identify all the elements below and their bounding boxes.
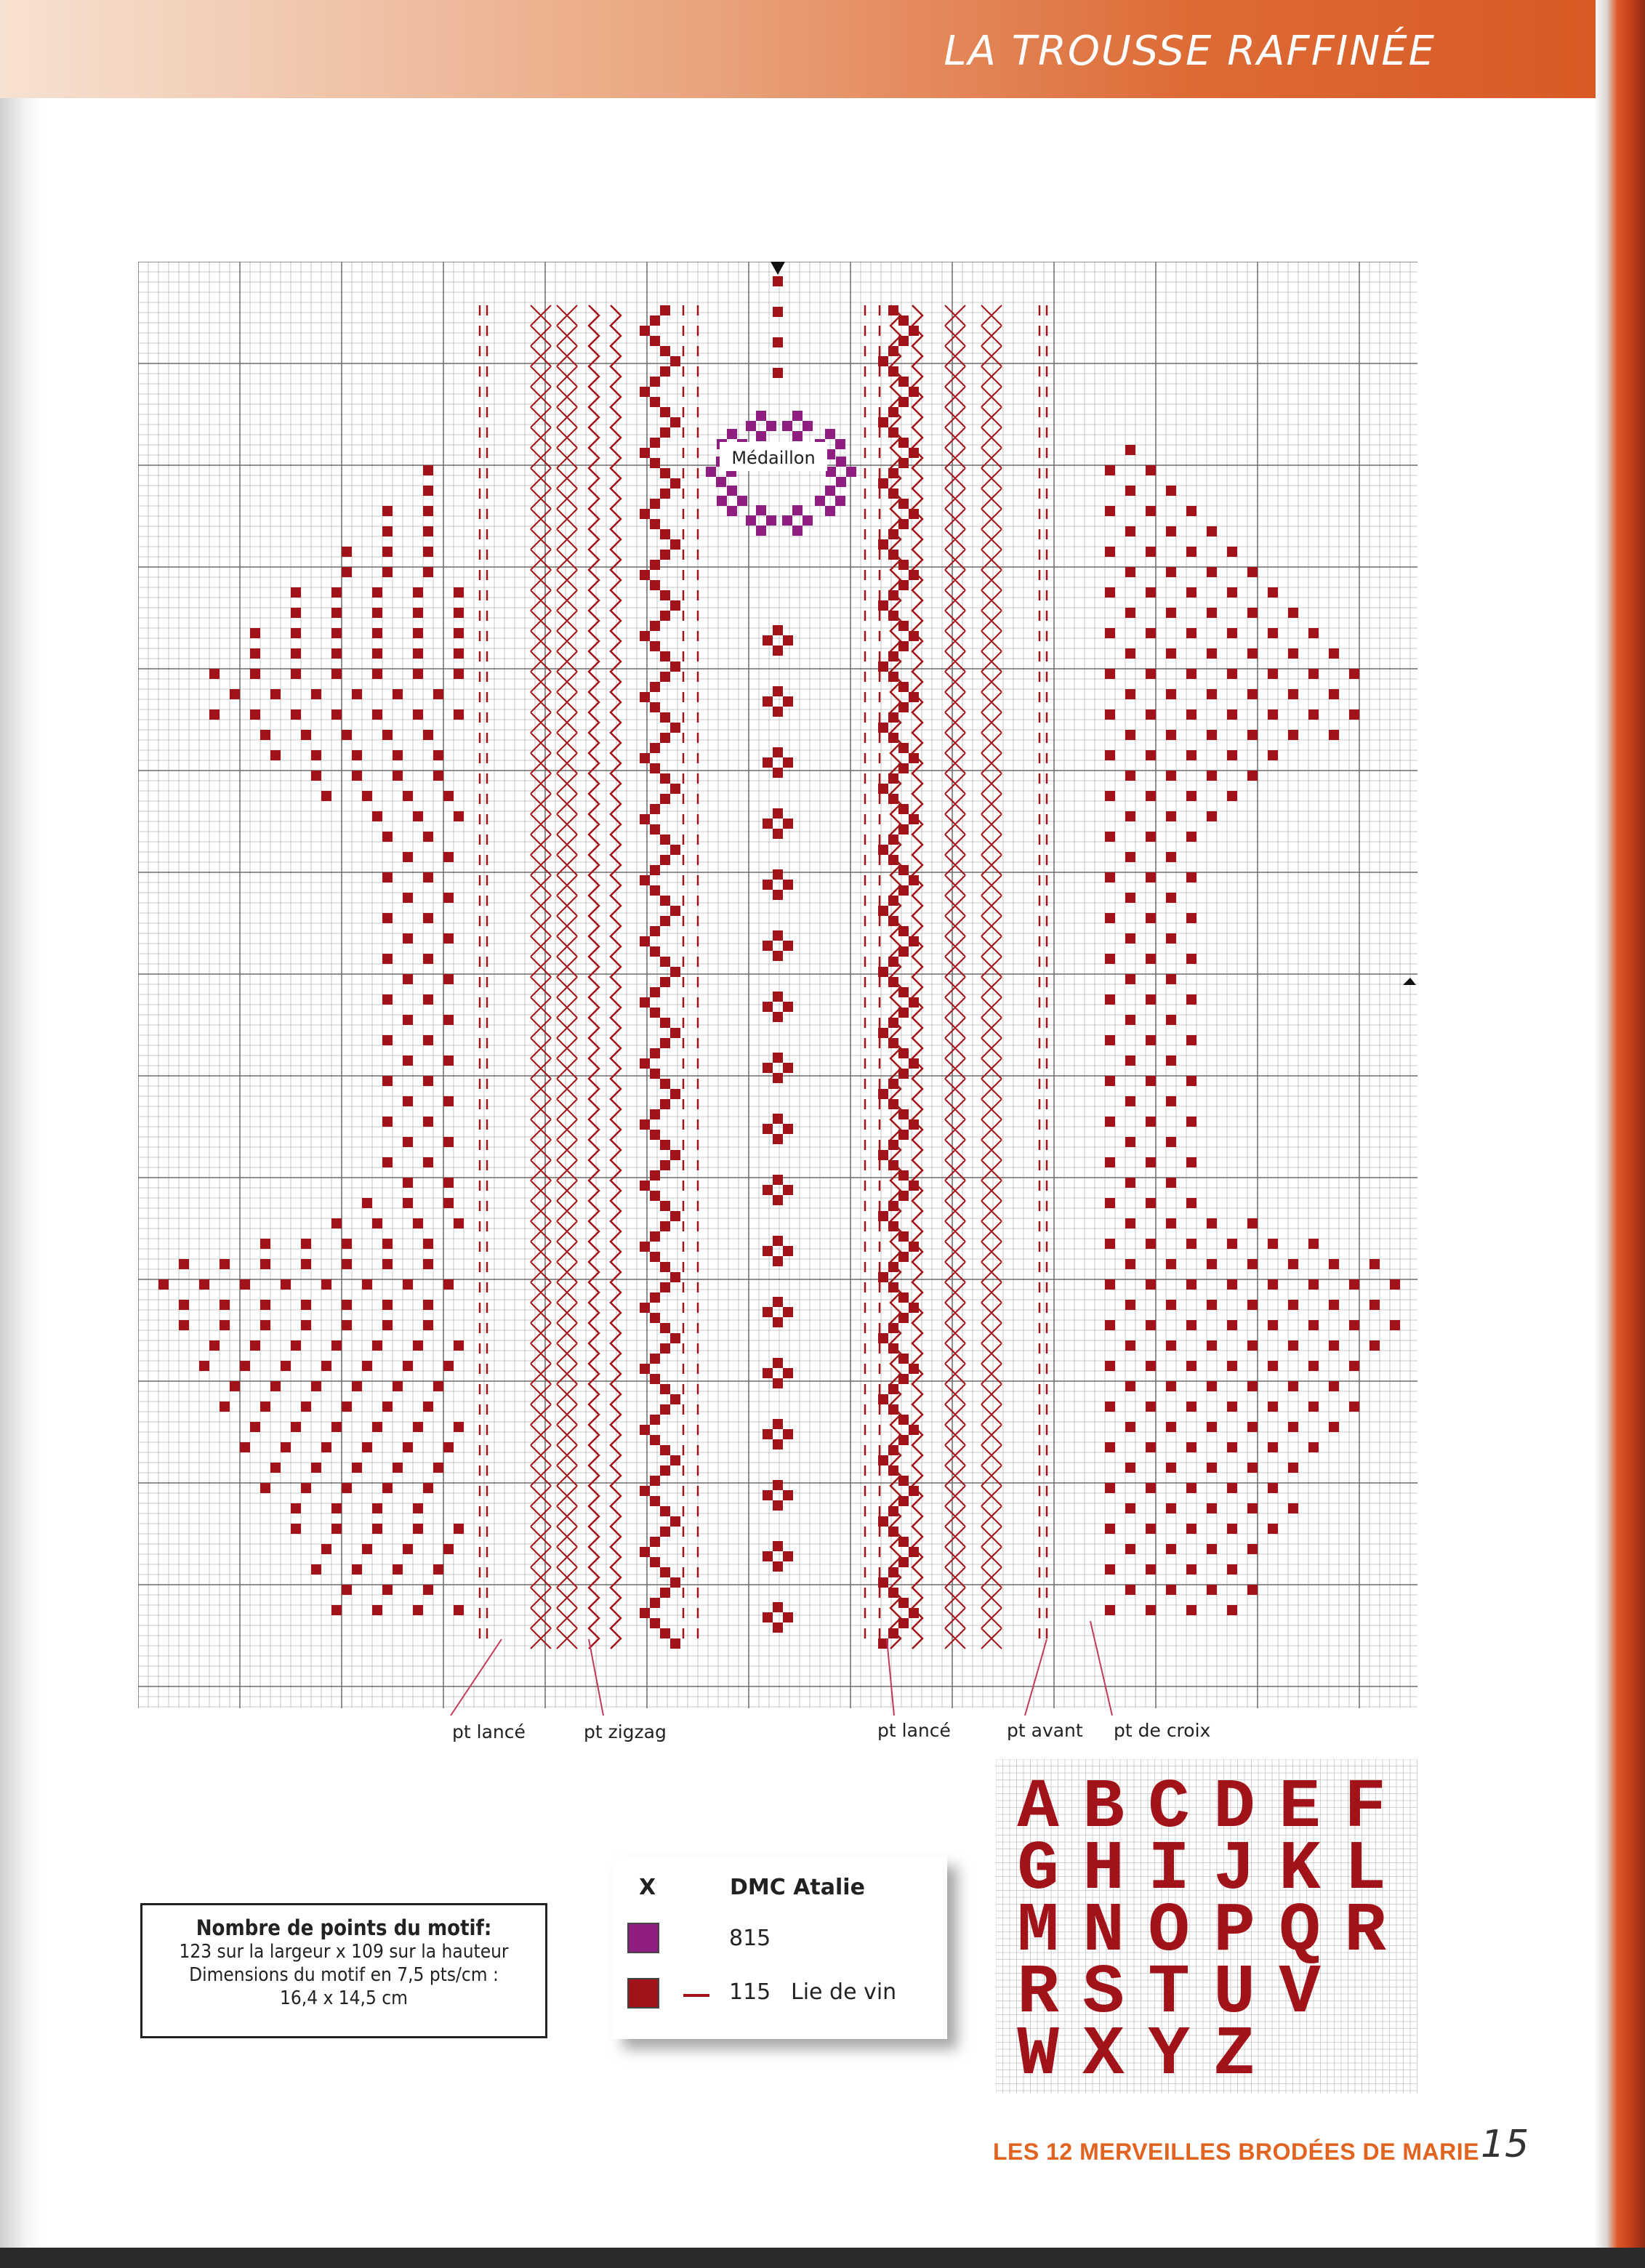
legend-code-1: 815 xyxy=(729,1926,771,1951)
legend-brand-header: DMC Atalie xyxy=(730,1875,865,1900)
alphabet-letter: V xyxy=(1279,1953,1321,2032)
alphabet-letter: E xyxy=(1279,1768,1321,1847)
alphabet-chart xyxy=(996,1759,1417,2094)
stitch-count-line-3: 16,4 x 14,5 cm xyxy=(280,1987,408,2009)
alphabet-letter: C xyxy=(1148,1768,1190,1847)
alphabet-letter: W xyxy=(1017,2015,1059,2094)
alphabet-letter: K xyxy=(1279,1830,1321,1909)
alphabet-letter: M xyxy=(1017,1891,1059,1971)
legend-symbol-header: X xyxy=(639,1875,656,1900)
alphabet-letter: N xyxy=(1082,1891,1125,1971)
alphabet-letter: B xyxy=(1082,1768,1125,1847)
swatch-purple xyxy=(627,1923,659,1953)
alphabet-letter: S xyxy=(1082,1953,1125,2032)
alphabet-letter: H xyxy=(1082,1830,1125,1909)
page-number: 15 xyxy=(1481,2123,1529,2166)
medallion-label: Médaillon xyxy=(731,448,816,468)
page-title: LA TROUSSE RAFFINÉE xyxy=(944,28,1436,75)
alphabet-letter: L xyxy=(1344,1830,1386,1909)
alphabet-letter: R xyxy=(1017,1953,1059,2032)
alphabet-letters xyxy=(1017,1768,1386,2094)
callout-leaders xyxy=(451,1621,1112,1716)
cross-stitch-chart xyxy=(138,262,1417,1716)
callout-pt-avant: pt avant xyxy=(1007,1720,1083,1741)
callout-pt-lance-left: pt lancé xyxy=(452,1721,526,1742)
alphabet-letter: O xyxy=(1148,1891,1190,1971)
alphabet-letter: Q xyxy=(1279,1891,1321,1971)
alphabet-letter: U xyxy=(1213,1953,1255,2032)
callout-pt-lance-right: pt lancé xyxy=(877,1720,951,1741)
alphabet-letter: Y xyxy=(1148,2015,1190,2094)
alphabet-letter: T xyxy=(1148,1953,1190,2032)
alphabet-letter: J xyxy=(1213,1830,1255,1909)
backstitch-symbol xyxy=(683,1994,709,1997)
callout-pt-zigzag: pt zigzag xyxy=(584,1721,667,1742)
legend-name-2: Lie de vin xyxy=(791,1979,897,2005)
swatch-red xyxy=(627,1978,659,2008)
alphabet-letter: A xyxy=(1017,1768,1059,1847)
alphabet-letter: R xyxy=(1344,1891,1386,1971)
stitch-count-box xyxy=(140,1903,547,2038)
stitch-count-line-2: Dimensions du motif en 7,5 pts/cm : xyxy=(189,1964,499,1986)
bottom-edge xyxy=(0,2248,1645,2268)
thread-legend xyxy=(613,1856,947,2039)
footer-magazine-title: LES 12 MERVEILLES BRODÉES DE MARIE xyxy=(993,2139,1479,2165)
center-marker-right xyxy=(1403,978,1416,985)
binding-shadow xyxy=(0,0,44,2268)
page-edge xyxy=(1594,0,1645,2268)
alphabet-letter: I xyxy=(1148,1830,1190,1909)
stitch-count-title: Nombre de points du motif: xyxy=(196,1915,492,1940)
alphabet-letter: P xyxy=(1213,1891,1255,1971)
header-band xyxy=(0,0,1596,98)
stitch-count-line-1: 123 sur la largeur x 109 sur la hauteur xyxy=(179,1941,509,1963)
alphabet-letter: F xyxy=(1344,1768,1386,1847)
callout-pt-de-croix: pt de croix xyxy=(1114,1720,1211,1741)
chart-grid xyxy=(138,262,1417,1708)
alphabet-letter: Z xyxy=(1213,2015,1255,2094)
alphabet-letter: G xyxy=(1017,1830,1059,1909)
alphabet-letter: X xyxy=(1082,2015,1125,2094)
alphabet-letter: D xyxy=(1213,1768,1255,1847)
legend-code-2: 115 xyxy=(729,1979,771,2005)
center-marker-top xyxy=(771,262,785,275)
